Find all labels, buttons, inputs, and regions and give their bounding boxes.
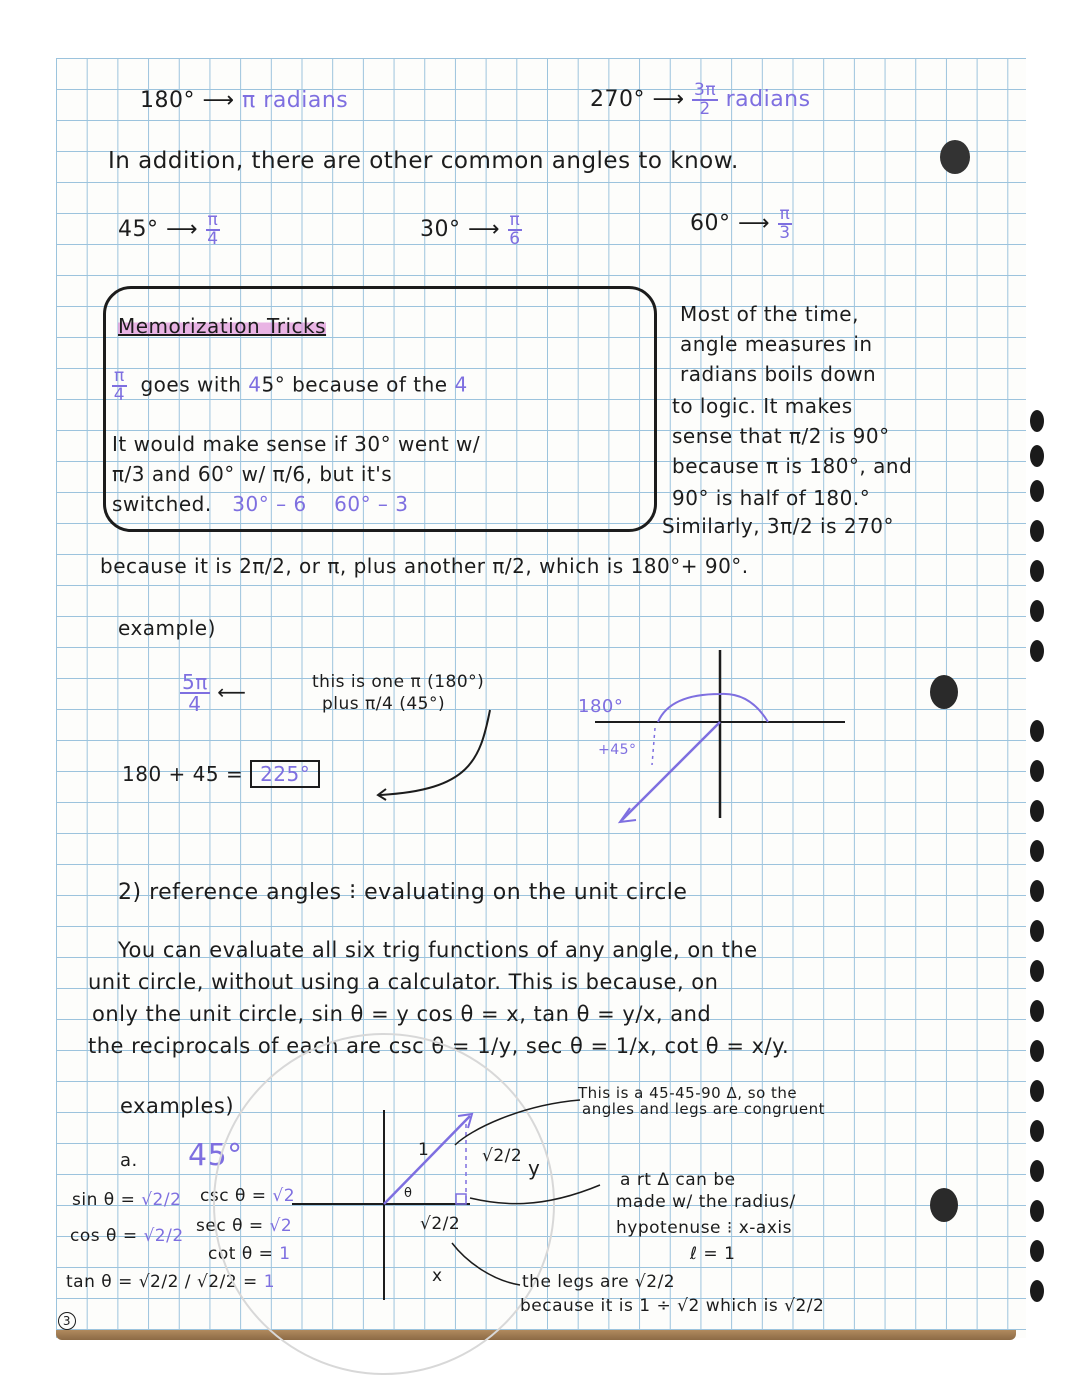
side-note-continuation: because it is 2π/2, or π, plus another π/2, which is 180°+ 90°. (100, 554, 749, 578)
example-note-1: this is one π (180°) (312, 672, 485, 692)
page-number: 3 (58, 1312, 76, 1330)
section-2-line-4: the reciprocals of each are csc θ = 1/y, sec θ = 1/x, cot θ = x/y. (88, 1034, 790, 1058)
sin-value: sin θ = √2/2 (72, 1190, 182, 1210)
cot-value: cot θ = 1 (208, 1244, 291, 1264)
sec-value: sec θ = √2 (196, 1216, 293, 1236)
graph-label-45: +45° (598, 742, 637, 758)
conversion-60: 60° ⟶ $\frac{\pi}{3}$ (690, 204, 791, 243)
example-label: example) (118, 616, 216, 640)
csc-value: csc θ = √2 (200, 1186, 296, 1206)
note-triangle-1: This is a 45-45-90 Δ, so the (578, 1084, 798, 1102)
answer-box: 225° (250, 760, 320, 788)
example-equation: 180 + 45 = 225° (122, 762, 320, 786)
graph-label-180: 180° (578, 696, 624, 717)
tricks-line-1: $\frac{\pi}{4}$ goes with 45° because of the 4 (113, 366, 468, 405)
y-label: y (528, 1156, 541, 1180)
tricks-title: Memorization Tricks (118, 314, 327, 338)
theta-label: θ (404, 1186, 413, 1201)
y-leg-label: √2/2 (482, 1146, 523, 1166)
tricks-line-3: π/3 and 60° w/ π/6, but it's (112, 462, 393, 486)
tan-value: tan θ = √2/2 / √2/2 = 1 (66, 1272, 276, 1292)
section-2-line-1: You can evaluate all six trig functions of any angle, on the (118, 938, 758, 962)
conversion-180: 180° ⟶ π radians (140, 88, 349, 113)
note-rt-1: a rt Δ can be (620, 1170, 736, 1190)
note-legs-2: because it is 1 ÷ √2 which is √2/2 (520, 1296, 825, 1316)
section-2-line-2: unit circle, without using a calculator. This is because, on (88, 970, 719, 994)
x-leg-label: √2/2 (420, 1214, 461, 1234)
example-item-a: a. (120, 1150, 138, 1171)
section-2-line-3: only the unit circle, sin θ = y cos θ = x, tan θ = y/x, and (92, 1002, 712, 1026)
note-rt-3: hypotenuse ⁝ x-axis (616, 1218, 792, 1238)
conversion-45: 45° ⟶ $\frac{\pi}{4}$ (118, 210, 219, 249)
section-2-heading: 2) reference angles ⁝ evaluating on the unit circle (118, 880, 688, 905)
note-rt-4: ℓ = 1 (690, 1244, 736, 1264)
example-fraction: $\frac{5\pi}{4}$ ⟵ (182, 670, 247, 716)
intro-text: In addition, there are other common angles to know. (108, 148, 739, 174)
example-note-2: plus π/4 (45°) (322, 694, 446, 714)
note-triangle-2: angles and legs are congruent (582, 1100, 825, 1118)
note-rt-2: made w/ the radius/ (616, 1192, 796, 1212)
x-label: x (432, 1266, 443, 1286)
conversion-270: 270° ⟶ $\frac{3\pi}{2}$ radians (590, 80, 811, 119)
note-legs-1: the legs are √2/2 (522, 1272, 676, 1292)
conversion-30: 30° ⟶ $\frac{\pi}{6}$ (420, 210, 521, 249)
hypotenuse-label: 1 (418, 1140, 430, 1160)
tricks-line-4: switched. 30° – 6 60° – 3 (112, 492, 409, 516)
example-angle-45: 45° (188, 1138, 243, 1173)
cos-value: cos θ = √2/2 (70, 1226, 184, 1246)
tricks-line-2: It would make sense if 30° went w/ (112, 432, 481, 456)
examples-label: examples) (120, 1094, 235, 1118)
